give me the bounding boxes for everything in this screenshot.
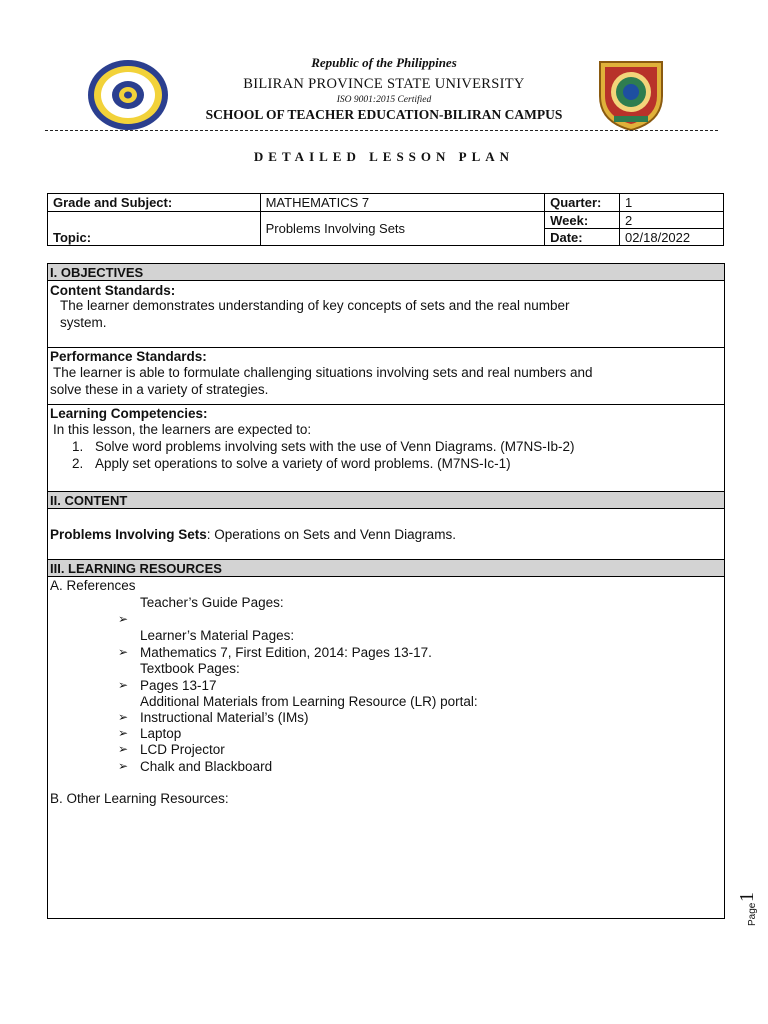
arrow-bullet-icon: ➢: [118, 645, 129, 659]
textbook-label: Textbook Pages:: [140, 661, 240, 676]
material-item: Instructional Material’s (IMs): [140, 710, 309, 725]
performance-standards-label: Performance Standards:: [50, 349, 207, 364]
arrow-bullet-icon: ➢: [118, 726, 129, 740]
topic-label: Topic:: [48, 212, 261, 246]
arrow-bullet-icon: ➢: [118, 678, 129, 692]
content-topic-text: : Operations on Sets and Venn Diagrams.: [206, 527, 456, 542]
school-name: SCHOOL OF TEACHER EDUCATION-BILIRAN CAMPUS: [205, 107, 563, 122]
quarter-label: Quarter:: [545, 194, 620, 212]
grade-subject-label: Grade and Subject:: [48, 194, 261, 212]
content-standards-text-1: The learner demonstrates understanding of key concepts of sets and the real number: [60, 298, 570, 313]
learning-competencies-label: Learning Competencies:: [50, 406, 208, 421]
university-name: BILIRAN PROVINCE STATE UNIVERSITY: [243, 76, 525, 92]
competency-number: 1.: [72, 439, 84, 454]
content-standards-label: Content Standards:: [50, 283, 176, 298]
competency-number: 2.: [72, 456, 84, 471]
other-resources-label: B. Other Learning Resources:: [50, 791, 229, 806]
date-label: Date:: [545, 229, 620, 246]
page-number: 1: [736, 892, 758, 902]
competency-text: Apply set operations to solve a variety of word problems. (M7NS-Ic-1): [95, 456, 511, 471]
material-item: Chalk and Blackboard: [140, 759, 273, 774]
iso-certification: ISO 9001:2015 Certified: [336, 95, 432, 105]
page-label: Page: [747, 902, 758, 926]
week-label: Week:: [545, 212, 620, 229]
material-item: LCD Projector: [140, 742, 225, 757]
learning-competencies-intro: In this lesson, the learners are expected to:: [53, 422, 312, 437]
material-item: Laptop: [140, 726, 182, 741]
textbook-item: Pages 13-17: [140, 678, 217, 693]
arrow-bullet-icon: ➢: [118, 759, 129, 773]
competency-text: Solve word problems involving sets with the use of Venn Diagrams. (M7NS-Ib-2): [95, 439, 575, 454]
document-title: DETAILED LESSON PLAN: [253, 149, 515, 164]
republic-line: Republic of the Philippines: [311, 55, 457, 70]
quarter-value: 1: [620, 194, 724, 212]
content-topic-label: Problems Involving Sets: [50, 527, 207, 542]
content-standards-text-2: system.: [60, 315, 107, 330]
teachers-guide-label: Teacher’s Guide Pages:: [140, 595, 284, 610]
arrow-bullet-icon: ➢: [118, 612, 129, 626]
page-number-marker: [736, 892, 768, 933]
arrow-bullet-icon: ➢: [118, 710, 129, 724]
objectives-heading: I. OBJECTIVES: [48, 264, 724, 281]
performance-standards-text-1: The learner is able to formulate challenging situations involving sets and real numbers and: [53, 365, 593, 380]
performance-standards-text-2: solve these in a variety of strategies.: [50, 382, 269, 397]
topic-value: Problems Involving Sets: [260, 212, 545, 246]
learners-material-item: Mathematics 7, First Edition, 2014: Pages 13-17.: [140, 645, 432, 660]
lesson-plan-body: [47, 263, 725, 919]
week-value: 2: [620, 212, 724, 229]
learners-material-label: Learner’s Material Pages:: [140, 628, 295, 643]
arrow-bullet-icon: ➢: [118, 742, 129, 756]
additional-materials-label: Additional Materials from Learning Resource (LR) portal:: [140, 694, 478, 709]
content-line: [50, 526, 456, 543]
references-label: A. References: [50, 578, 136, 593]
lesson-info-table: [47, 193, 724, 246]
learning-resources-heading: III. LEARNING RESOURCES: [48, 560, 724, 577]
grade-subject-value: MATHEMATICS 7: [260, 194, 545, 212]
date-value: 02/18/2022: [620, 229, 724, 246]
header-divider: [45, 130, 718, 131]
content-heading: II. CONTENT: [48, 492, 724, 509]
